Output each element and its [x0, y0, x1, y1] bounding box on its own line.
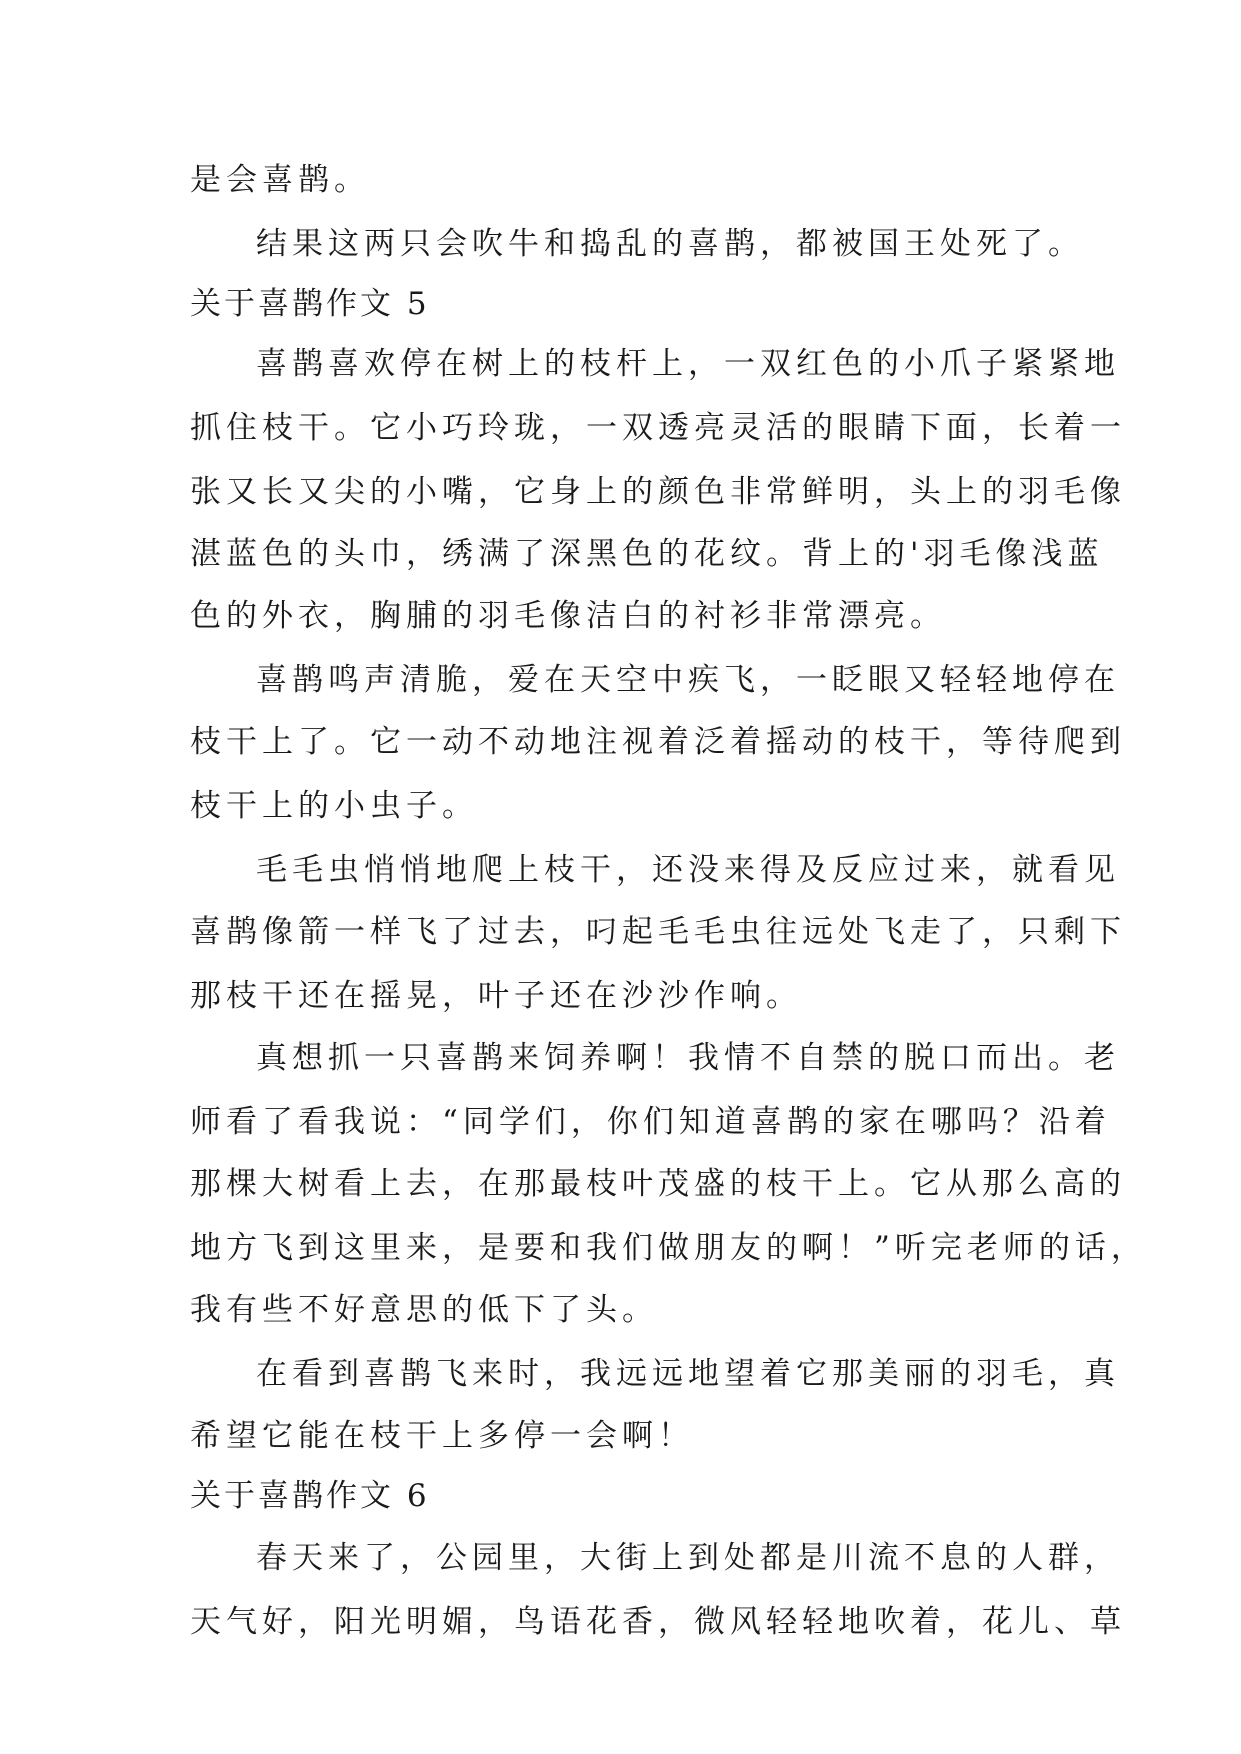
text-line: 喜鹊鸣声清脆，爱在天空中疾飞，一眨眼又轻轻地停在	[256, 662, 1120, 698]
text-line: 师看了看我说：“同学们，你们知道喜鹊的家在哪吗？沿着	[190, 1104, 1111, 1140]
text-line: 在看到喜鹊飞来时，我远远地望着它那美丽的羽毛，真	[256, 1356, 1120, 1392]
text-line: 真想抓一只喜鹊来饲养啊！我情不自禁的脱口而出。老	[256, 1040, 1120, 1076]
text-line: 那枝干还在摇晃，叶子还在沙沙作响。	[190, 978, 802, 1014]
section-heading: 关于喜鹊作文 6	[190, 1478, 430, 1514]
text-line: 希望它能在枝干上多停一会啊！	[190, 1418, 694, 1454]
text-line: 天气好，阳光明媚，鸟语花香，微风轻轻地吹着，花儿、草	[190, 1604, 1126, 1640]
text-line: 张又长又尖的小嘴，它身上的颜色非常鲜明，头上的羽毛像	[190, 474, 1126, 510]
text-line: 枝干上了。它一动不动地注视着泛着摇动的枝干，等待爬到	[190, 724, 1126, 760]
text-line: 那棵大树看上去，在那最枝叶茂盛的枝干上。它从那么高的	[190, 1166, 1126, 1202]
text-line: 喜鹊喜欢停在树上的枝杆上，一双红色的小爪子紧紧地	[256, 346, 1120, 382]
text-line: 毛毛虫悄悄地爬上枝干，还没来得及反应过来，就看见	[256, 852, 1120, 888]
text-line: 结果这两只会吹牛和捣乱的喜鹊，都被国王处死了。	[256, 226, 1084, 262]
text-line: 色的外衣，胸脯的羽毛像洁白的衬衫非常漂亮。	[190, 598, 946, 634]
text-line: 地方飞到这里来，是要和我们做朋友的啊！”听完老师的话，	[190, 1230, 1147, 1266]
text-line: 抓住枝干。它小巧玲珑，一双透亮灵活的眼睛下面，长着一	[190, 410, 1126, 446]
text-line: 湛蓝色的头巾，绣满了深黑色的花纹。背上的'羽毛像浅蓝	[190, 536, 1104, 572]
text-line: 是会喜鹊。	[190, 162, 370, 198]
text-line: 我有些不好意思的低下了头。	[190, 1292, 658, 1328]
section-heading: 关于喜鹊作文 5	[190, 286, 430, 322]
text-line: 枝干上的小虫子。	[190, 788, 478, 824]
text-line: 喜鹊像箭一样飞了过去，叼起毛毛虫往远处飞走了，只剩下	[190, 914, 1126, 950]
text-line: 春天来了，公园里，大街上到处都是川流不息的人群，	[256, 1540, 1120, 1576]
